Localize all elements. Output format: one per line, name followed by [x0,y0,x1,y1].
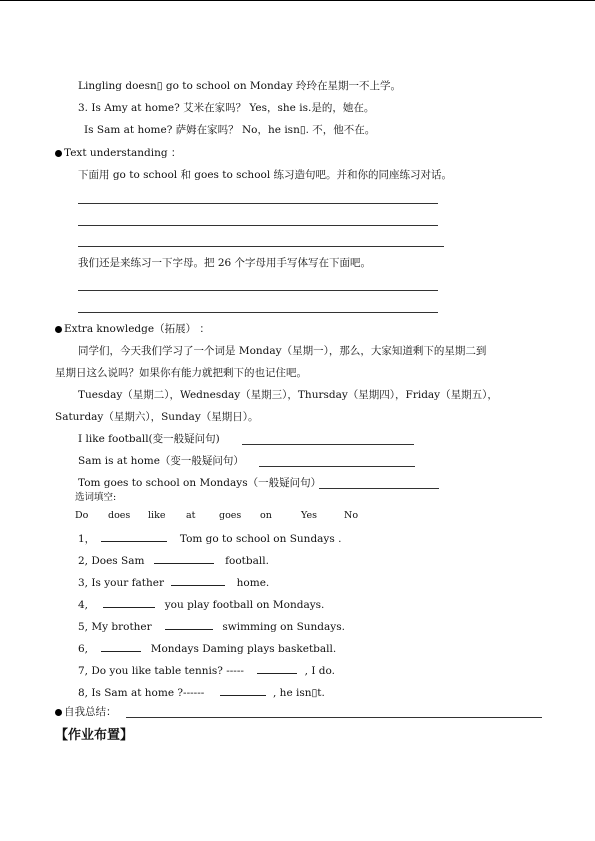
self-summary-label: 自我总结： [64,706,117,718]
exercise-7-blank[interactable] [257,663,297,674]
sentence-lingling: Lingling doesn▯ go to school on Monday 玲玲在星期一不上学。 [78,80,402,92]
exercise-5-lead: 5, My brother [78,621,152,633]
bullet-icon [55,326,62,333]
word-bank-at: at [186,510,196,521]
writing-line-4[interactable] [78,290,438,291]
exercise-7-lead: 7, Do you like table tennis? ----- [78,665,244,677]
exercise-1-lead: 1， [78,533,96,545]
exercise-1-rest: Tom go to school on Sundays . [179,533,342,545]
word-bank-do: Do [75,510,89,521]
page-top-border [0,0,595,1]
exercise-1 [78,531,341,546]
exercise-4-blank[interactable] [103,597,155,608]
writing-line-1[interactable] [78,203,438,204]
extra-paragraph-line-1: 同学们，今天我们学习了一个词是 Monday（星期一），那么，大家知道剩下的星期二到 [78,345,487,357]
exercise-3-blank[interactable] [171,575,225,586]
letters-instruction: 我们还是来练习一下字母。把 26 个字母用手写体写在下面吧。 [78,257,372,269]
exercise-8 [78,685,325,700]
exercise-8-rest: , he isn▯t. [273,687,325,699]
writing-line-2[interactable] [78,225,438,226]
exercise-3-lead: 3, Is your father [78,577,164,589]
homework-heading: 【作业布置】 [55,728,134,743]
exercise-5-blank[interactable] [165,619,213,630]
answer-line-transform-3[interactable] [319,488,439,489]
exercise-2 [78,553,269,568]
exercise-4 [78,597,324,612]
transform-question-2: Sam is at home（变一般疑问句） [78,455,244,467]
exercise-4-rest: you play football on Mondays. [164,599,325,611]
exercise-7-rest: , I do. [304,665,335,677]
exercise-6 [78,641,336,656]
answer-line-transform-1[interactable] [242,444,414,445]
exercise-2-lead: 2, Does Sam [78,555,145,567]
exercise-6-lead: 6, [78,643,89,655]
word-bank-goes: goes [219,510,242,521]
sentence-amy: 3. Is Amy at home? 艾米在家吗？ Yes，she is.是的，她在。 [78,102,375,114]
extra-knowledge-heading: Extra knowledge（拓展） ： [64,323,210,335]
word-bank-no: No [344,510,359,521]
exercise-8-blank[interactable] [220,685,266,696]
exercise-4-lead: 4, [78,599,89,611]
exercise-6-rest: Mondays Daming plays basketball. [150,643,337,655]
exercise-3-rest: home. [236,577,270,589]
word-bank-on: on [260,510,272,521]
self-summary-line[interactable] [126,717,542,718]
exercise-3 [78,575,269,590]
exercise-2-blank[interactable] [154,553,214,564]
exercise-8-lead: 8, Is Sam at home ?------ [78,687,205,699]
writing-line-3[interactable] [78,246,444,247]
fill-in-label: 选词填空: [75,492,117,503]
extra-paragraph-line-2: 星期日这么说吗？如果你有能力就把剩下的也记住吧。 [55,367,307,379]
word-bank-yes: Yes [301,510,317,521]
word-bank-does: does [108,510,131,521]
days-of-week-line-2: Saturday（星期六），Sunday（星期日）。 [55,411,259,423]
exercise-5 [78,619,345,634]
exercise-1-blank[interactable] [101,531,167,542]
exercise-5-rest: swimming on Sundays. [222,621,345,633]
days-of-week-line-1: Tuesday（星期二），Wednesday（星期三），Thursday（星期四），Friday（星期五）， [78,389,498,401]
exercise-7 [78,663,335,678]
exercise-6-blank[interactable] [101,641,141,652]
sentence-sam: Is Sam at home? 萨姆在家吗？ No，he isn▯. 不，他不在。 [84,124,376,136]
text-understanding-instruction: 下面用 go to school 和 goes to school 练习造句吧。并和你的同座练习对话。 [78,169,453,181]
bullet-icon [55,709,62,716]
writing-line-5[interactable] [78,312,438,313]
transform-question-3: Tom goes to school on Mondays（一般疑问句） [78,477,322,489]
text-understanding-heading: Text understanding ： [64,147,182,159]
exercise-2-rest: football. [225,555,269,567]
bullet-icon [55,150,62,157]
word-bank-like: like [148,510,166,521]
transform-question-1: I like football(变一般疑问句) [78,433,220,445]
answer-line-transform-2[interactable] [259,466,415,467]
